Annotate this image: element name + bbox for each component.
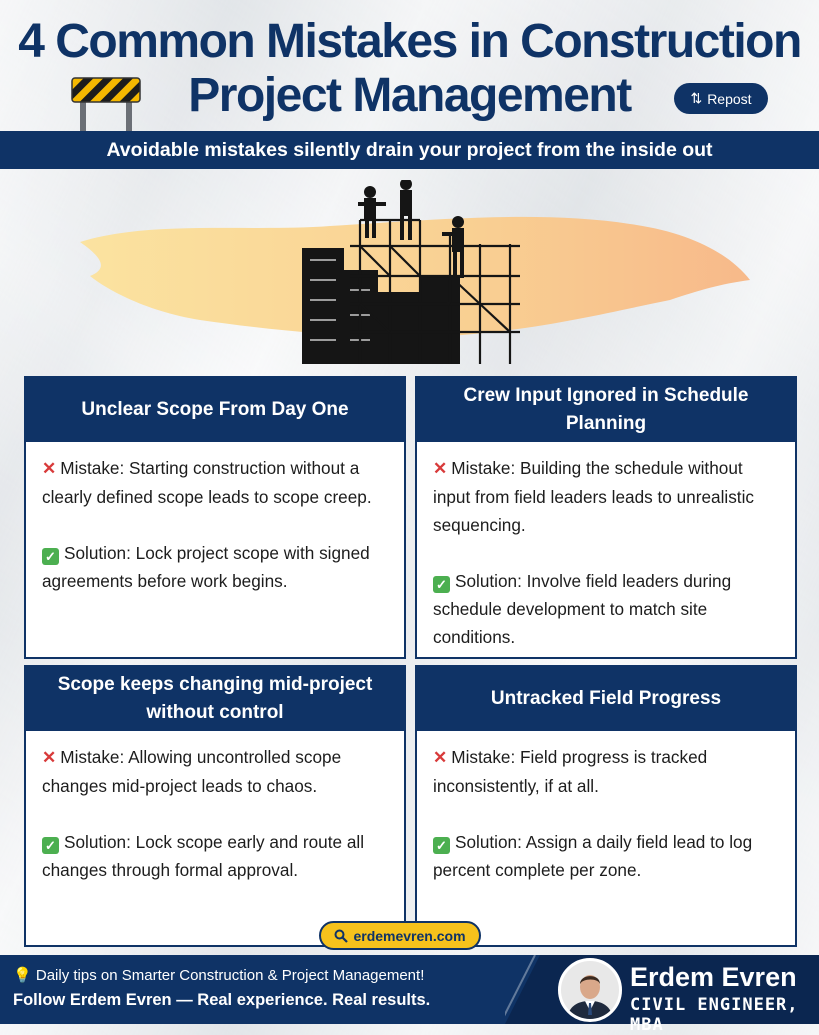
card-untracked-progress <box>415 665 797 947</box>
mistake-text: Mistake: Building the schedule without input from field leaders leads to unrealistic sequencing. <box>433 458 754 535</box>
construction-workers-illustration <box>70 180 760 370</box>
mistake-row <box>433 454 781 539</box>
title-line-1: 4 Common Mistakes in Construction <box>18 15 801 68</box>
follow-text: Follow Erdem Evren — Real experience. Real results. <box>13 991 431 1009</box>
mistake-row <box>42 743 390 800</box>
card-title: Untracked Field Progress <box>417 667 795 731</box>
mistake-text: Mistake: Allowing uncontrolled scope changes mid-project leads to chaos. <box>42 747 342 796</box>
author-role: CIVIL ENGINEER, MBA <box>630 995 799 1035</box>
lightbulb-icon: 💡 <box>13 967 32 984</box>
cross-mark-icon: ✕ <box>433 748 448 767</box>
footer-tip <box>13 966 424 984</box>
solution-row <box>433 567 781 651</box>
website-text: erdemevren.com <box>353 927 466 944</box>
repost-button[interactable] <box>674 83 768 114</box>
author-name: Erdem Evren <box>630 962 797 992</box>
solution-text: Solution: Assign a daily field lead to log percent complete per zone. <box>433 832 753 880</box>
tip-text: Daily tips on Smarter Construction & Project Management! <box>35 967 425 984</box>
card-title: Unclear Scope From Day One <box>26 378 404 442</box>
card-title: Crew Input Ignored in Schedule Planning <box>417 378 795 442</box>
cross-mark-icon: ✕ <box>42 748 57 767</box>
card-scope-changing <box>24 665 406 947</box>
barrier-icon <box>70 72 142 134</box>
title-line-2: Project Management <box>188 69 631 122</box>
check-mark-icon: ✓ <box>42 837 59 854</box>
check-mark-icon: ✓ <box>433 576 450 593</box>
cross-mark-icon: ✕ <box>433 459 448 478</box>
solution-text: Solution: Lock project scope with signed agreements before work begins. <box>42 543 370 591</box>
subtitle-text: Avoidable mistakes silently drain your project from the inside out <box>106 138 713 161</box>
repost-icon: ⇅ <box>690 90 703 106</box>
mistake-text: Mistake: Field progress is tracked inconsistently, if at all. <box>433 747 708 796</box>
mistake-text: Mistake: Starting construction without a clearly defined scope leads to scope creep. <box>42 458 372 507</box>
repost-label: Repost <box>707 90 752 107</box>
mistake-row <box>42 454 390 511</box>
solution-text: Solution: Lock scope early and route all changes through formal approval. <box>42 832 365 880</box>
solution-row <box>42 539 390 595</box>
check-mark-icon: ✓ <box>42 548 59 565</box>
solution-row <box>42 828 390 884</box>
solution-text: Solution: Involve field leaders during schedule development to match site conditions. <box>433 571 732 647</box>
subtitle-banner <box>0 131 819 169</box>
website-link[interactable] <box>319 921 481 950</box>
mistake-row <box>433 743 781 800</box>
card-crew-input <box>415 376 797 659</box>
solution-row <box>433 828 781 884</box>
card-title: Scope keeps changing mid-project without control <box>26 667 404 731</box>
cross-mark-icon: ✕ <box>42 459 57 478</box>
card-unclear-scope <box>24 376 406 659</box>
portrait-image <box>561 961 619 1019</box>
avatar <box>558 958 622 1022</box>
search-icon <box>334 929 348 943</box>
check-mark-icon: ✓ <box>433 837 450 854</box>
